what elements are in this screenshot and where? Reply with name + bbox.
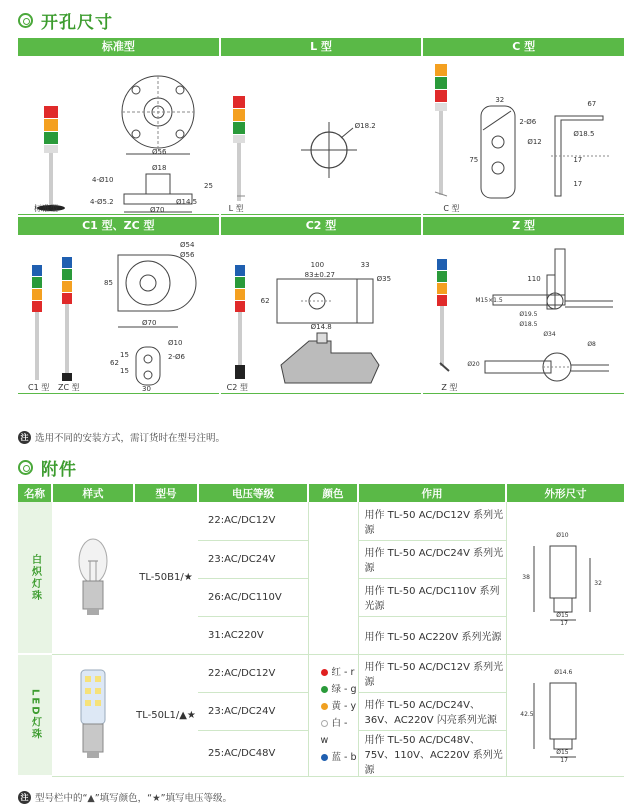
dim-label: 2-Ø6 [519,118,537,126]
dim-label: 38 [522,573,530,581]
dim-label: 2-Ø6 [168,353,185,361]
name-cell: LED灯珠 [18,654,52,776]
col-header: 作用 [358,484,506,502]
dim-label: Ø54 [180,241,195,249]
dim-label: 17 [560,757,568,764]
section-title-accessories: 附件 [18,455,77,480]
name-cell: 白炽灯珠 [18,502,52,654]
volt-cell: 22:AC/DC12V [198,654,308,692]
note-text: 选用不同的安装方式，需订货时在型号注明。 [35,433,226,444]
color-options [308,654,358,776]
table-row [18,502,624,540]
col-header: 电压等级 [198,484,308,502]
dim-label: 75 [469,156,479,164]
incandescent-bulb-image [68,531,118,621]
mount-c2-type [221,217,422,394]
volt-cell: 31:AC220V [198,616,308,654]
l-mount-drawing [221,56,421,214]
note-text: 型号栏中的“▲”填写颜色，“★”填写电压等级。 [35,793,233,804]
note-icon: 注 [18,791,31,804]
dim-label: Ø10 [556,531,569,539]
bulb-image-cell [52,654,134,776]
standard-mount-drawing [18,56,218,214]
dim-label: Ø14.5 [176,198,198,206]
col-header: 外形尺寸 [506,484,624,502]
dim-label: Ø10 [168,339,183,347]
table-row [18,654,624,692]
mounting-grid [18,38,624,396]
note-mounting [18,430,225,444]
use-cell: 用作 TL-50 AC/DC12V 系列光源 [358,502,506,540]
dim-label: Ø14.8 [310,323,332,331]
color-option-blue: 蓝 - b [321,749,358,766]
volt-cell: 25:AC/DC48V [198,730,308,776]
dim-label: 67 [587,100,597,108]
dim-label: 32 [594,579,602,587]
note-model [18,790,232,804]
mount-caption: C1 型 [28,383,50,392]
mount-head: 标准型 [18,38,219,56]
dim-label: Ø12 [527,138,542,146]
model-cell: TL-50L1/▲★ [134,654,198,776]
dim-label: Ø18.5 [573,130,595,138]
dim-label: Ø35 [376,275,392,283]
dim-label: 17 [573,156,583,164]
col-header: 名称 [18,484,52,502]
led-bulb-image [68,664,118,764]
dim-label: Ø19.5 [519,311,538,318]
volt-cell: 22:AC/DC12V [198,502,308,540]
col-header: 颜色 [308,484,358,502]
dim-label: Ø70 [150,206,165,214]
dim-label: Ø20 [467,361,480,368]
dim-label: 25 [204,182,213,190]
mount-caption: ZC 型 [58,383,80,392]
dim-label: 17 [573,180,583,188]
col-header: 型号 [134,484,198,502]
dim-label: 62 [260,297,270,305]
dim-label: 4-Ø5.2 [90,198,114,206]
dim-label: 15 [120,351,129,359]
dim-label: 33 [360,261,370,269]
dim-label: Ø70 [142,319,157,327]
volt-cell: 23:AC/DC24V [198,540,308,578]
mount-caption: 标准型 [34,204,58,213]
dim-label: Ø8 [587,341,596,348]
color-option-white: 白 - w [320,718,348,746]
mount-head: Z 型 [423,217,624,235]
mount-c-type [423,38,624,215]
mount-head: L 型 [221,38,422,56]
mount-caption: C 型 [443,204,460,213]
mount-head: C2 型 [221,217,422,235]
accessories-table [18,484,624,777]
dims-cell [506,654,624,776]
use-cell: 用作 TL-50 AC/DC12V 系列光源 [358,654,506,692]
dim-label: Ø14.6 [554,669,573,676]
table-header-row [18,484,624,502]
mount-caption: Z 型 [441,383,458,392]
use-cell: 用作 TL-50 AC/DC24V、36V、AC220V 闪亮系列光源 [358,692,506,730]
mount-z-type [423,217,624,394]
color-option-green: 绿 - g [321,681,358,698]
dim-label: 15 [120,367,129,375]
mount-standard [18,38,219,215]
dims-cell [506,502,624,654]
dim-label: 4-Ø10 [92,176,114,184]
color-option-yellow: 黄 - y [321,698,358,715]
col-header: 样式 [52,484,134,502]
dim-label: Ø18.5 [519,321,538,328]
use-cell: 用作 TL-50 AC/DC24V 系列光源 [358,540,506,578]
mount-l-type [221,38,422,215]
dim-label: Ø56 [152,148,167,156]
dim-label: 17 [560,619,568,627]
dim-label: 32 [495,96,505,104]
use-cell: 用作 TL-50 AC220V 系列光源 [358,616,506,654]
circle-bullet-icon [18,13,33,28]
note-icon: 注 [18,431,31,444]
dim-label: 83±0.27 [304,271,336,279]
color-option-red: 红 - r [321,664,358,681]
dim-label: 110 [527,275,541,283]
dim-label: Ø18.2 [354,122,376,130]
bulb-image-cell [52,502,134,654]
mount-c1-zc-type [18,217,219,394]
circle-bullet-icon [18,460,33,475]
dim-label: 30 [142,385,151,393]
dim-label: 85 [104,279,113,287]
use-cell: 用作 TL-50 AC/DC48V、75V、110V、AC220V 系列光源 [358,730,506,776]
dim-label: 42.5 [520,711,534,718]
dim-label: 100 [310,261,325,269]
use-cell: 用作 TL-50 AC/DC110V 系列光源 [358,578,506,616]
color-cell [308,502,358,654]
dim-label: M15×1.5 [475,297,503,304]
mount-caption: C2 型 [226,383,248,392]
dim-label: Ø34 [543,331,556,338]
dim-label: Ø15 [556,749,569,756]
mount-caption: L 型 [228,204,244,213]
c2-mount-drawing [221,235,421,393]
dim-label: Ø15 [556,611,569,619]
dim-label: Ø18 [152,164,167,172]
mount-head: C 型 [423,38,624,56]
volt-cell: 23:AC/DC24V [198,692,308,730]
mount-head: C1 型、ZC 型 [18,217,219,235]
volt-cell: 26:AC/DC110V [198,578,308,616]
model-cell: TL-50B1/★ [134,502,198,654]
dim-label: 62 [110,359,119,367]
section-title-mounting: 开孔尺寸 [18,8,113,33]
dim-label: Ø56 [180,251,195,259]
